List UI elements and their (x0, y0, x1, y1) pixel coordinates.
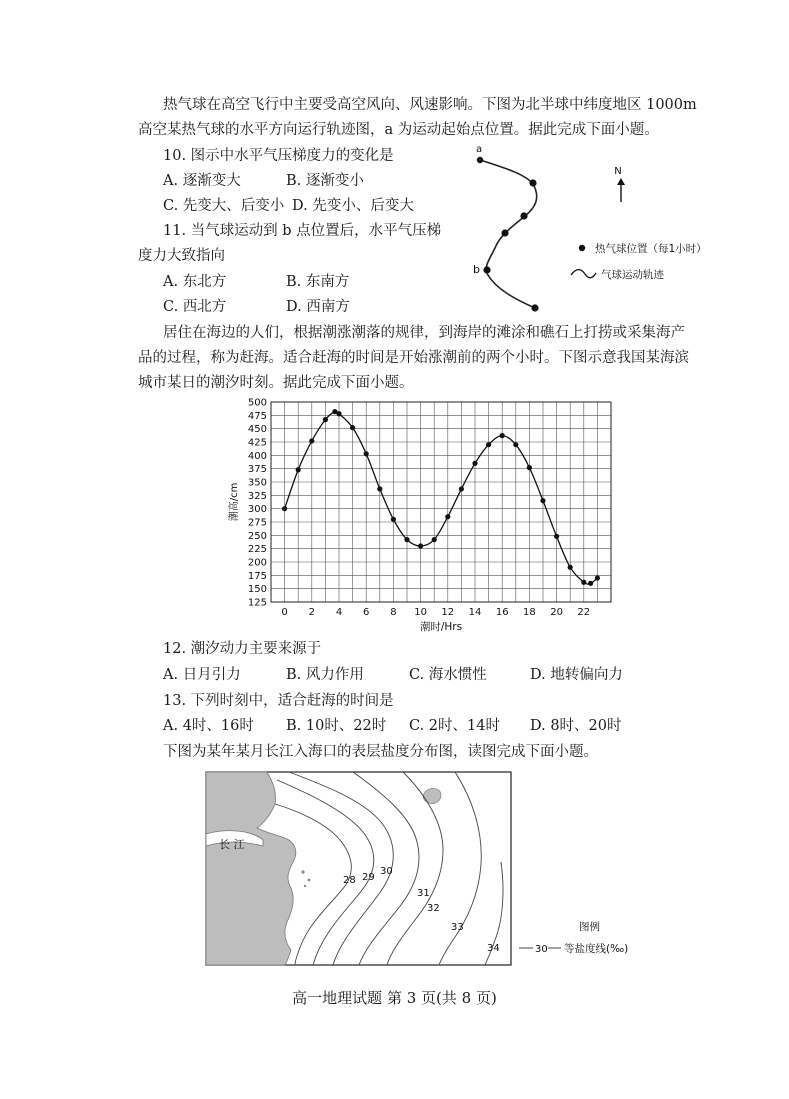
y-tick-label: 200 (247, 557, 267, 569)
islet-1 (301, 870, 304, 873)
y-tick-label: 275 (247, 517, 267, 529)
label-a: a (476, 144, 483, 155)
balloon-position-b (483, 266, 490, 273)
north-label: N (614, 166, 622, 177)
data-point (350, 425, 355, 430)
intro1-line2: 高空某热气球的水平方向运行轨迹图，a 为运动起始点位置。据此完成下面小题。 (138, 122, 659, 138)
data-point (377, 486, 382, 491)
page-footer: 高一地理试题 第 3 页(共 8 页) (292, 989, 497, 1007)
intro2-line2: 品的过程，称为赶海。适合赶海的时间是开始涨潮前的两个小时。下图示意我国某海滨 (138, 350, 689, 366)
q12-option-c[interactable]: C. 海水惯性 (409, 667, 487, 683)
q12-option-d[interactable]: D. 地转偏向力 (530, 667, 623, 683)
plot-frame (271, 402, 611, 602)
river-label: 长 江 (219, 838, 245, 851)
data-point (391, 517, 396, 522)
iso-label-34: 34 (487, 943, 500, 954)
y-tick-label: 225 (247, 544, 267, 556)
tide-chart-series-line (285, 411, 598, 584)
y-tick-label: 475 (247, 410, 267, 422)
x-tick-label: 0 (281, 607, 288, 618)
data-point (336, 411, 341, 416)
map-legend-text: 等盐度线(‰) (564, 943, 629, 955)
x-tick-label: 2 (308, 607, 315, 618)
data-point (445, 514, 450, 519)
y-tick-label: 125 (247, 597, 267, 609)
legend-point-icon (579, 245, 585, 251)
map-legend-title: 图例 (579, 921, 600, 933)
y-tick-label: 450 (247, 424, 267, 436)
q10-option-b[interactable]: B. 逐渐变小 (286, 173, 364, 189)
q13-option-a[interactable]: A. 4时、16时 (163, 718, 254, 734)
q13-option-c[interactable]: C. 2时、14时 (409, 718, 500, 734)
q13-option-d[interactable]: D. 8时、20时 (530, 718, 622, 734)
tide-chart-points (282, 409, 600, 586)
iso-label-28: 28 (343, 875, 356, 886)
iso-label-33: 33 (451, 922, 464, 933)
data-point (418, 543, 423, 548)
x-tick-label: 6 (363, 607, 370, 618)
data-point (527, 465, 532, 470)
q12-option-b[interactable]: B. 风力作用 (286, 667, 364, 683)
legend-track-icon (571, 270, 596, 278)
data-point (554, 534, 559, 539)
q13-option-b[interactable]: B. 10时、22时 (286, 718, 387, 734)
data-point (588, 581, 593, 586)
label-b: b (473, 263, 480, 276)
y-tick-label: 425 (247, 437, 267, 449)
balloon-position-6 (531, 304, 538, 311)
y-tick-label: 175 (247, 570, 267, 582)
data-point (500, 433, 505, 438)
iso-label-30: 30 (380, 866, 393, 877)
iso-label-31: 31 (417, 888, 430, 899)
q10-option-a[interactable]: A. 逐渐变大 (163, 173, 241, 189)
salinity-map (205, 770, 650, 970)
q13-stem: 13. 下列时刻中，适合赶海的时间是 (163, 693, 394, 709)
iso-label-32: 32 (427, 903, 440, 914)
q11-option-a[interactable]: A. 东北方 (163, 274, 227, 290)
y-tick-label: 500 (247, 397, 267, 409)
data-point (568, 565, 573, 570)
data-point (309, 438, 314, 443)
data-point (540, 498, 545, 503)
data-point (323, 417, 328, 422)
y-tick-label: 350 (247, 477, 267, 489)
data-point (595, 575, 600, 580)
y-tick-label: 300 (247, 504, 267, 516)
x-tick-label: 8 (390, 607, 397, 618)
data-point (432, 537, 437, 542)
q11-option-d[interactable]: D. 西南方 (286, 299, 350, 315)
q10-stem: 10. 图示中水平气压梯度力的变化是 (163, 148, 394, 164)
data-point (364, 451, 369, 456)
north-arrow-icon (617, 178, 625, 185)
q12-stem: 12. 潮汐动力主要来源于 (163, 641, 322, 657)
tide-chart (225, 395, 655, 640)
y-tick-label: 325 (247, 490, 267, 502)
balloon-position-3 (520, 212, 527, 219)
q12-option-a[interactable]: A. 日月引力 (163, 667, 241, 683)
data-point (296, 467, 301, 472)
y-tick-label: 150 (247, 584, 267, 596)
data-point (404, 537, 409, 542)
data-point (282, 506, 287, 511)
y-tick-label: 375 (247, 464, 267, 476)
intro2-line1: 居住在海边的人们，根据潮涨潮落的规律，到海岸的滩涂和礁石上打捞或采集海产 (163, 325, 685, 341)
x-tick-label: 12 (441, 607, 455, 618)
intro3-line1: 下图为某年某月长江入海口的表层盐度分布图，读图完成下面小题。 (163, 744, 598, 760)
x-tick-label: 22 (577, 607, 591, 618)
data-point (472, 461, 477, 466)
x-tick-label: 14 (468, 607, 482, 618)
intro2-line3: 城市某日的潮汐时刻。据此完成下面小题。 (138, 375, 414, 391)
iso-label-29: 29 (362, 872, 375, 883)
q11-option-c[interactable]: C. 西北方 (163, 299, 227, 315)
tide-chart-grid (271, 402, 611, 602)
islet-2 (308, 879, 311, 882)
legend-point-text: 热气球位置（每1小时） (595, 243, 707, 255)
tide-chart-y-ticks (248, 398, 267, 609)
data-point (459, 486, 464, 491)
q11-option-b[interactable]: B. 东南方 (286, 274, 350, 290)
x-tick-label: 4 (335, 607, 343, 618)
balloon-position-2 (529, 179, 536, 186)
y-tick-label: 250 (247, 530, 267, 542)
q10-option-d[interactable]: D. 先变小、后变大 (292, 198, 414, 214)
data-point (513, 442, 518, 447)
y-tick-label: 400 (247, 450, 267, 462)
balloon-trajectory-figure (455, 140, 707, 320)
islet-3 (304, 885, 306, 887)
x-tick-label: 16 (495, 607, 509, 618)
q11-stem-line1: 11. 当气球运动到 b 点位置后，水平气压梯 (163, 223, 442, 239)
tide-chart-y-label: 潮高/cm (229, 482, 240, 522)
balloon-position-a (477, 157, 483, 163)
data-point (581, 580, 586, 585)
q11-stem-line2: 度力大致指向 (138, 248, 225, 264)
tide-chart-x-label: 潮时/Hrs (419, 621, 463, 633)
tide-chart-x-ticks (281, 607, 590, 618)
intro1-line1: 热气球在高空飞行中主要受高空风向、风速影响。下图为北半球中纬度地区 1000m (163, 97, 697, 113)
x-tick-label: 18 (523, 607, 536, 618)
map-legend-value: 30 (535, 944, 548, 955)
balloon-position-4 (501, 229, 508, 236)
x-tick-label: 20 (550, 607, 563, 618)
data-point (486, 442, 491, 447)
q10-option-c[interactable]: C. 先变大、后变小 (163, 198, 285, 214)
x-tick-label: 10 (414, 607, 427, 618)
legend-track-text: 气球运动轨迹 (601, 269, 664, 281)
